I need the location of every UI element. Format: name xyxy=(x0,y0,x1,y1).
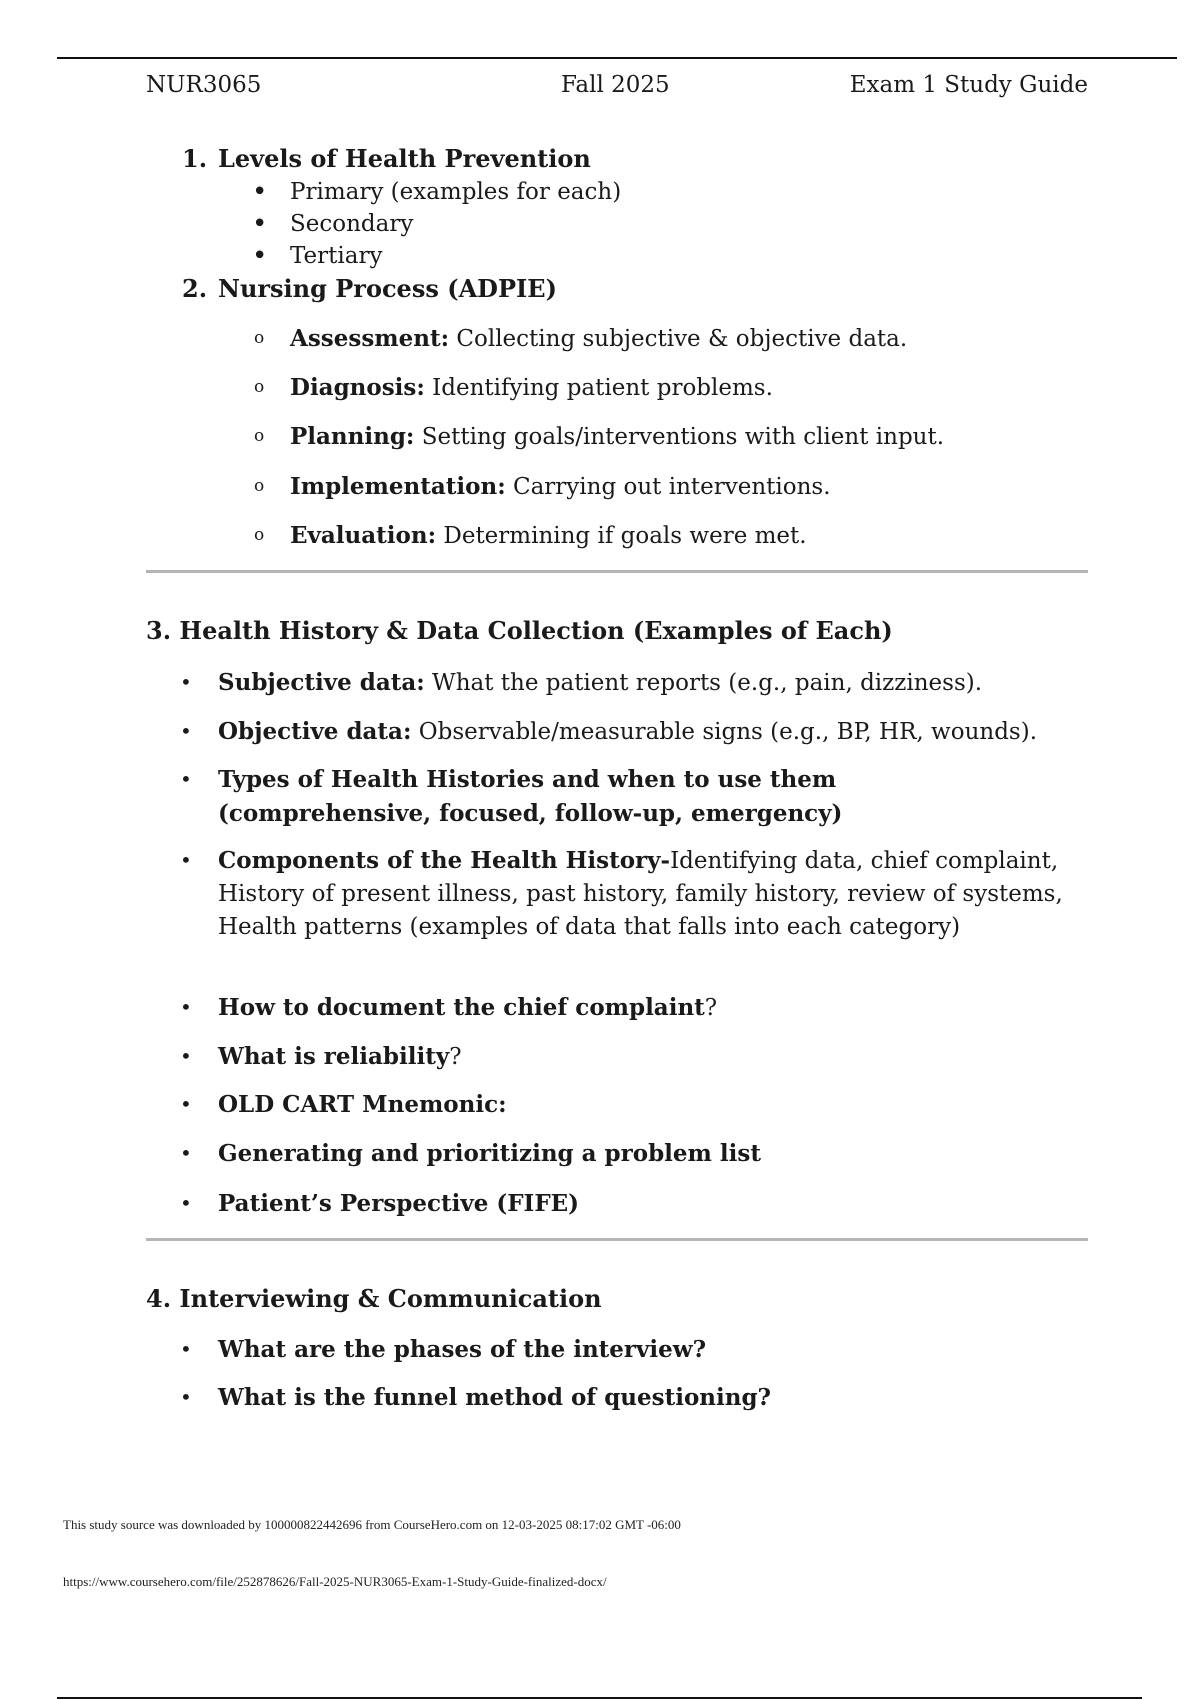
item-text: Observable/measurable signs (e.g., BP, HR, wounds). xyxy=(411,719,1038,745)
source-url[interactable]: https://www.coursehero.com/file/252878626/Fall-2025-NUR3065-Exam-1-Study-Guide-finalized-docx/ xyxy=(63,1574,607,1589)
item-text: ? xyxy=(449,1044,462,1070)
circle-bullet-icon: o xyxy=(254,377,265,397)
circle-bullet-icon: o xyxy=(254,426,265,446)
header-term: Fall 2025 xyxy=(561,72,670,98)
item-label: Assessment: xyxy=(290,325,450,352)
item-text: Determining if goals were met. xyxy=(436,523,807,549)
list-item xyxy=(218,1137,761,1171)
item-label: What are the phases of the interview? xyxy=(218,1336,707,1363)
bullet-icon: • xyxy=(180,1191,192,1215)
list-item xyxy=(218,763,908,831)
item-label: How to document the chief complaint xyxy=(218,994,705,1021)
item-label: What is the funnel method of questioning? xyxy=(218,1384,772,1411)
section-divider xyxy=(146,1238,1088,1241)
circle-bullet-icon: o xyxy=(254,328,265,348)
item-label: OLD CART Mnemonic: xyxy=(218,1091,507,1118)
list-item: Secondary xyxy=(290,211,414,237)
list-item: Primary (examples for each) xyxy=(290,179,622,205)
page-header xyxy=(146,72,1088,102)
section-2-title: Nursing Process (ADPIE) xyxy=(218,274,557,303)
item-label: Generating and prioritizing a problem list xyxy=(218,1140,761,1167)
section-1-title: Levels of Health Prevention xyxy=(218,144,591,173)
bullet-icon: • xyxy=(180,1385,192,1409)
circle-bullet-icon: o xyxy=(254,476,265,496)
item-label: Patient’s Perspective (FIFE) xyxy=(218,1190,580,1217)
section-divider xyxy=(146,570,1088,573)
section-1-number: 1. xyxy=(182,144,208,173)
item-text: Identifying data, chief complaint, History of present illness, past history, family history, review of systems, Health patterns (examples of data that falls into each category) xyxy=(218,848,1063,940)
item-label: Planning: xyxy=(290,423,415,450)
bullet-icon: • xyxy=(180,995,192,1019)
item-label: Components of the Health History- xyxy=(218,847,671,874)
bullet-icon: • xyxy=(180,1092,192,1116)
bottom-rule xyxy=(57,1697,1142,1699)
bullet-icon: • xyxy=(180,767,192,791)
circle-bullet-icon: o xyxy=(254,525,265,545)
section-3-title: 3. Health History & Data Collection (Examples of Each) xyxy=(146,616,893,645)
bullet-icon: • xyxy=(180,719,192,743)
list-item xyxy=(218,666,982,700)
header-doc-title: Exam 1 Study Guide xyxy=(849,72,1088,98)
list-item xyxy=(290,322,907,356)
item-text: Collecting subjective & objective data. xyxy=(449,326,908,352)
header-course: NUR3065 xyxy=(146,72,262,98)
item-label: Implementation: xyxy=(290,473,506,500)
bullet-icon: • xyxy=(180,670,192,694)
list-item xyxy=(290,470,831,504)
list-item xyxy=(218,991,717,1025)
list-item xyxy=(290,371,773,405)
item-label: Types of Health Histories and when to use them (comprehensive, focused, follow-up, emergency) xyxy=(218,766,843,827)
item-label: Subjective data: xyxy=(218,669,425,696)
list-item xyxy=(218,1187,579,1221)
bullet-icon: • xyxy=(180,848,192,872)
item-text: ? xyxy=(704,995,718,1021)
item-text: Setting goals/interventions with client input. xyxy=(414,424,945,450)
section-2-heading xyxy=(182,274,557,303)
section-1-heading xyxy=(182,144,591,173)
item-label: Evaluation: xyxy=(290,522,437,549)
item-text: What the patient reports (e.g., pain, dizziness). xyxy=(424,670,983,696)
list-item xyxy=(218,1381,771,1415)
item-label: Objective data: xyxy=(218,718,412,745)
list-item xyxy=(218,844,1068,944)
list-item xyxy=(218,1333,706,1367)
bullet-icon: • xyxy=(252,177,268,207)
list-item xyxy=(218,1040,462,1074)
list-item xyxy=(218,715,1037,749)
list-item xyxy=(290,519,807,553)
item-label: What is reliability xyxy=(218,1043,450,1070)
list-item xyxy=(290,420,944,454)
list-item xyxy=(218,1088,507,1122)
top-rule xyxy=(57,57,1177,59)
download-source-notice: This study source was downloaded by 100000822442696 from CourseHero.com on 12-03-2025 08:17:02 GMT -06:00 xyxy=(63,1517,681,1532)
bullet-icon: • xyxy=(180,1044,192,1068)
item-text: Carrying out interventions. xyxy=(505,474,831,500)
list-item: Tertiary xyxy=(290,243,383,269)
item-label: Diagnosis: xyxy=(290,374,425,401)
bullet-icon: • xyxy=(252,209,268,239)
section-4-title: 4. Interviewing & Communication xyxy=(146,1284,602,1313)
item-text: Identifying patient problems. xyxy=(424,375,773,401)
section-2-number: 2. xyxy=(182,274,208,303)
bullet-icon: • xyxy=(180,1337,192,1361)
bullet-icon: • xyxy=(180,1141,192,1165)
bullet-icon: • xyxy=(252,241,268,271)
